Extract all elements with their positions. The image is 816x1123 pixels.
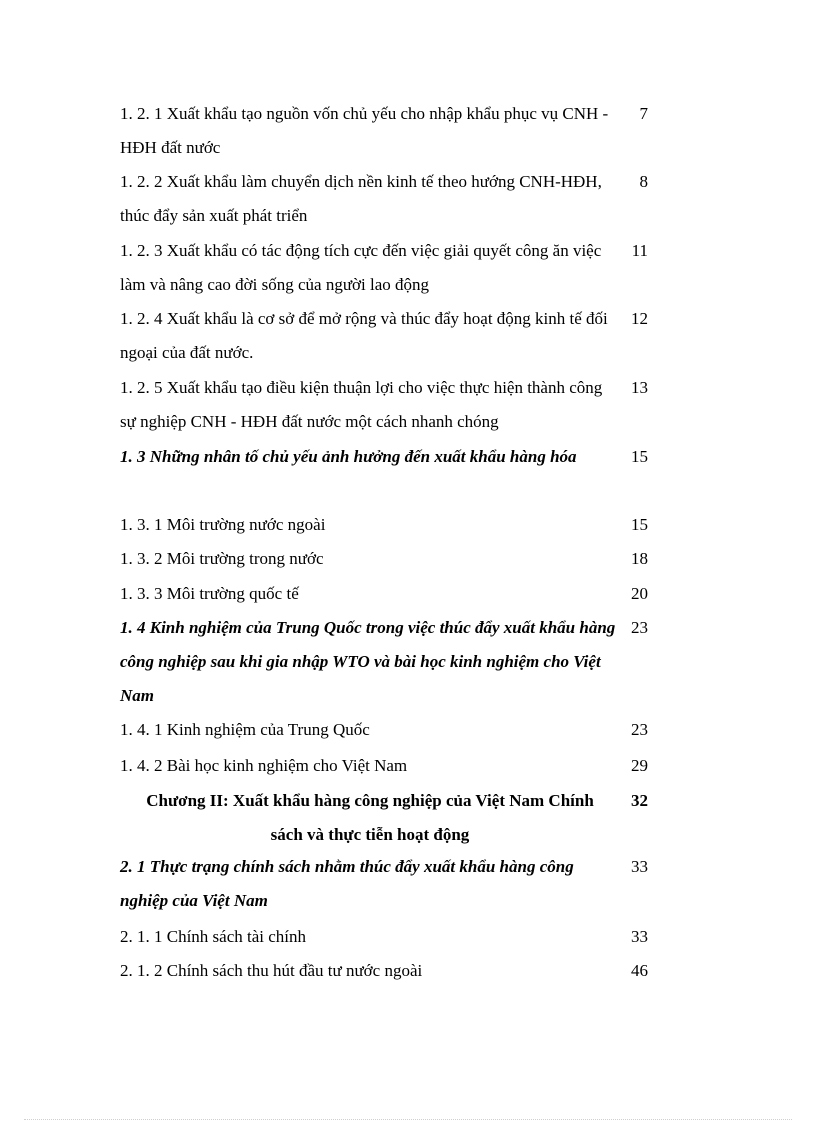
toc-section-title: 1. 4 Kinh nghiệm của Trung Quốc trong việc thúc đẩy xuất khẩu hàng công nghiệp sau khi gia nhập WTO và bài học kinh nghiệm cho Việt Nam <box>120 618 616 705</box>
toc-entry-title: 1. 4. 2 Bài học kinh nghiệm cho Việt Nam <box>120 756 408 775</box>
toc-entry-page: 8 <box>639 172 648 191</box>
toc-entry-page: 29 <box>631 756 648 775</box>
toc-entry-page: 23 <box>631 720 648 739</box>
toc-entry-page: 20 <box>631 584 648 603</box>
toc-chapter-title: Chương II: Xuất khẩu hàng công nghiệp của Việt Nam Chính sách và thực tiễn hoạt động <box>146 791 594 844</box>
toc-entry-title: 1. 3. 1 Môi trường nước ngoài <box>120 515 326 534</box>
toc-entry-page: 23 <box>631 618 648 637</box>
toc-entry-page: 7 <box>639 104 648 123</box>
toc-entry-title: 1. 2. 3 Xuất khẩu có tác động tích cực đến việc giải quyết công ăn việc làm và nâng cao đời sống của người lao động <box>120 241 602 294</box>
page-bottom-divider <box>24 1119 792 1120</box>
toc-entry-page: 46 <box>631 961 648 980</box>
toc-entry-title: 1. 2. 4 Xuất khẩu là cơ sở để mở rộng và thúc đẩy hoạt động kinh tế đối ngoại của đất nước. <box>120 309 608 362</box>
toc-entry-page: 15 <box>631 515 648 534</box>
toc-entry-page: 33 <box>631 857 648 876</box>
toc-entry-page: 11 <box>631 241 648 260</box>
toc-entry-title: 1. 3. 2 Môi trường trong nước <box>120 549 324 568</box>
toc-entry-page: 33 <box>631 927 648 946</box>
toc-entry-title: 1. 4. 1 Kinh nghiệm của Trung Quốc <box>120 720 370 739</box>
toc-entry-title: 1. 3. 3 Môi trường quốc tế <box>120 584 299 603</box>
toc-entry-title: 1. 2. 2 Xuất khẩu làm chuyển dịch nền kinh tế theo hướng CNH-HĐH, thúc đẩy sản xuất phát triển <box>120 172 602 225</box>
toc-entry-title: 1. 2. 1 Xuất khẩu tạo nguồn vốn chủ yếu cho nhập khẩu phục vụ CNH - HĐH đất nước <box>120 104 609 157</box>
toc-entry-page: 13 <box>631 378 648 397</box>
toc-entry-title: 1. 2. 5 Xuất khẩu tạo điều kiện thuận lợi cho việc thực hiện thành công sự nghiệp CNH - HĐH đất nước một cách nhanh chóng <box>120 378 603 431</box>
toc-entry-page: 32 <box>631 791 648 810</box>
toc-entry-page: 12 <box>631 309 648 328</box>
toc-entry-title: 2. 1. 2 Chính sách thu hút đầu tư nước ngoài <box>120 961 423 980</box>
toc-entry-page: 15 <box>631 447 648 466</box>
toc-entry-title: 2. 1. 1 Chính sách tài chính <box>120 927 307 946</box>
toc-entry-page: 18 <box>631 549 648 568</box>
toc-section-title: 2. 1 Thực trạng chính sách nhằm thúc đẩy xuất khẩu hàng công nghiệp của Việt Nam <box>120 857 574 910</box>
toc-section-title: 1. 3 Những nhân tố chủ yếu ảnh hưởng đến xuất khẩu hàng hóa <box>120 447 577 466</box>
